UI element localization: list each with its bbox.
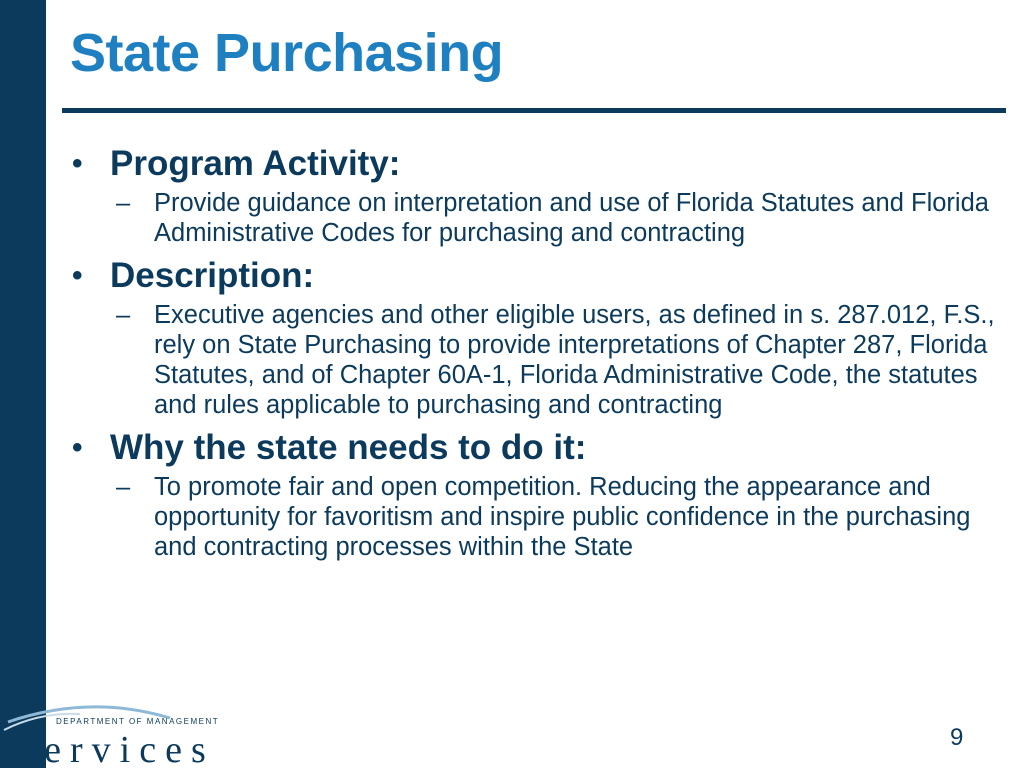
bullet-heading: Description: — [110, 256, 315, 295]
dash-marker: – — [116, 189, 131, 217]
bullet-marker: • — [72, 259, 83, 292]
logo-main-text: Services — [14, 729, 215, 768]
bullet-marker: • — [72, 431, 83, 464]
page-number: 9 — [950, 724, 964, 751]
bullet-description — [72, 256, 1002, 296]
sub-item-description — [72, 300, 1002, 420]
bullet-program-activity — [72, 144, 1002, 184]
dash-marker: – — [116, 301, 131, 329]
left-accent-bar — [0, 0, 46, 768]
slide-content — [72, 144, 1002, 570]
sub-item-why-state-needs — [72, 472, 1002, 562]
bullet-why-state-needs — [72, 428, 1002, 468]
bullet-heading: Program Activity: — [110, 144, 401, 183]
sub-item-text: Executive agencies and other eligible users, as defined in s. 287.012, F.S., rely on State Purchasing to provide interpretations of Chapter 287, Florida Statutes, and of Chapter 60A-1, Florida Administrative Code, the statutes and rules applicable to purchasing and contracting — [154, 301, 995, 419]
slide-title: State Purchasing — [70, 23, 504, 83]
logo-top-text: DEPARTMENT OF MANAGEMENT — [56, 717, 220, 726]
bullet-heading: Why the state needs to do it: — [110, 428, 587, 467]
title-divider — [62, 108, 1006, 113]
sub-item-text: To promote fair and open competition. Reducing the appearance and opportunity for favoritism and inspire public confidence in the purchasing and contracting processes within the State — [154, 473, 971, 561]
sub-item-program-activity — [72, 188, 1002, 248]
sub-item-text: Provide guidance on interpretation and use of Florida Statutes and Florida Administrative Codes for purchasing and contracting — [154, 189, 989, 247]
bullet-marker: • — [72, 147, 83, 180]
dms-services-logo — [0, 700, 230, 768]
dash-marker: – — [116, 473, 131, 501]
